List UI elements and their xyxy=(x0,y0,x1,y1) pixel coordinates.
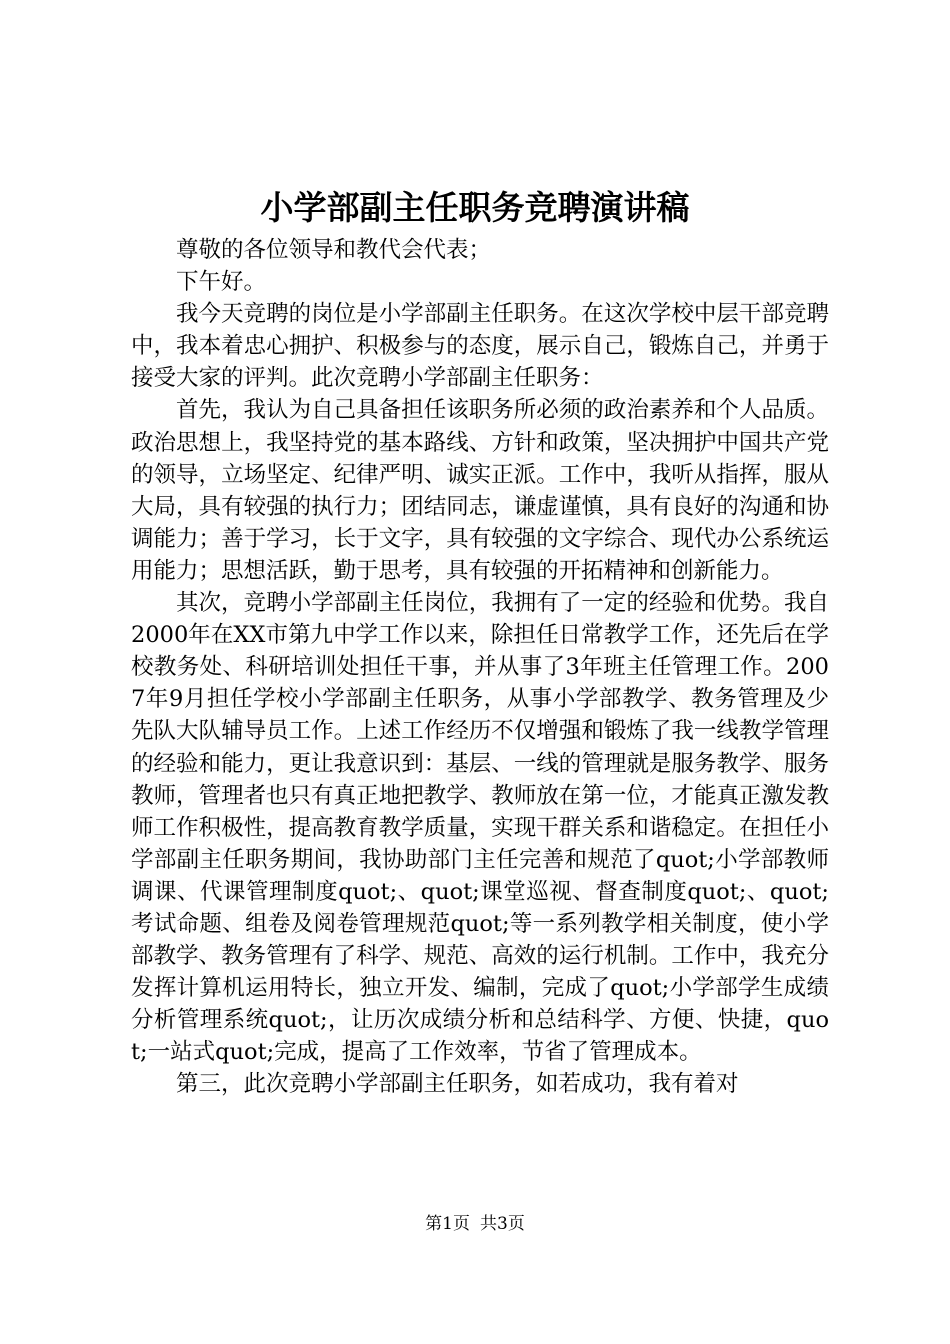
page-number: 第1页 xyxy=(425,1214,470,1234)
paragraph-salutation: 尊敬的各位领导和教代会代表； xyxy=(176,237,492,263)
paragraph-second: 其次，竞聘小学部副主任岗位，我拥有了一定的经验和优势。我自2000年在XX市第九中学工作以来，除担任日常教学工作，还先后在学校教务处、科研培训处担任干事，并从事了3年班主任管理工作。2007年9月担任学校小学部副主任职务，从事小学部教学、教务管理及少先队大队辅导员工作。上述工作经历不仅增强和锻炼了我一线教学管理的经验和能力，更让我意识到：基层、一线的管理就是服务教学、服务教师，管理者也只有真正地把教学、教师放在第一位，才能真正激发教师工作积极性，提高教育教学质量，实现干群关系和谐稳定。在担任小学部副主任职务期间，我协助部门主任完善和规范了quot;小学部教师调课、代课管理制度quot;、quot;课堂巡视、督查制度quot;、quot;考试命题、组卷及阅卷管理规范quot;等一系列教学相关制度，使小学部教学、教务管理有了科学、规范、高效的运行机制。工作中，我充分发挥计算机运用特长，独立开发、编制，完成了quot;小学部学生成绩分析管理系统quot;，让历次成绩分析和总结科学、方便、快捷，quot;一站式quot;完成，提高了工作效率，节省了管理成本。 xyxy=(131,590,829,1066)
page-footer xyxy=(0,1212,950,1236)
document-body xyxy=(131,234,829,1101)
paragraph-greeting: 下午好。 xyxy=(176,269,267,296)
page-total: 共3页 xyxy=(480,1214,525,1234)
paragraph-third: 第三，此次竞聘小学部副主任职务，如若成功，我有着对 xyxy=(176,1071,739,1098)
document-title: 小学部副主任职务竞聘演讲稿 xyxy=(260,188,690,227)
paragraph-intro: 我今天竞聘的岗位是小学部副主任职务。在这次学校中层干部竞聘中，我本着忠心拥护、积极参与的态度，展示自己，锻炼自己，并勇于接受大家的评判。此次竞聘小学部副主任职务： xyxy=(131,301,829,392)
paragraph-first: 首先，我认为自己具备担任该职务所必须的政治素养和个人品质。政治思想上，我坚持党的基本路线、方针和政策，坚决拥护中国共产党的领导，立场坚定、纪律严明、诚实正派。工作中，我听从指挥，服从大局，具有较强的执行力；团结同志，谦虚谨慎，具有良好的沟通和协调能力；善于学习，长于文字，具有较强的文字综合、现代办公系统运用能力；思想活跃，勤于思考，具有较强的开拓精神和创新能力。 xyxy=(131,397,829,584)
